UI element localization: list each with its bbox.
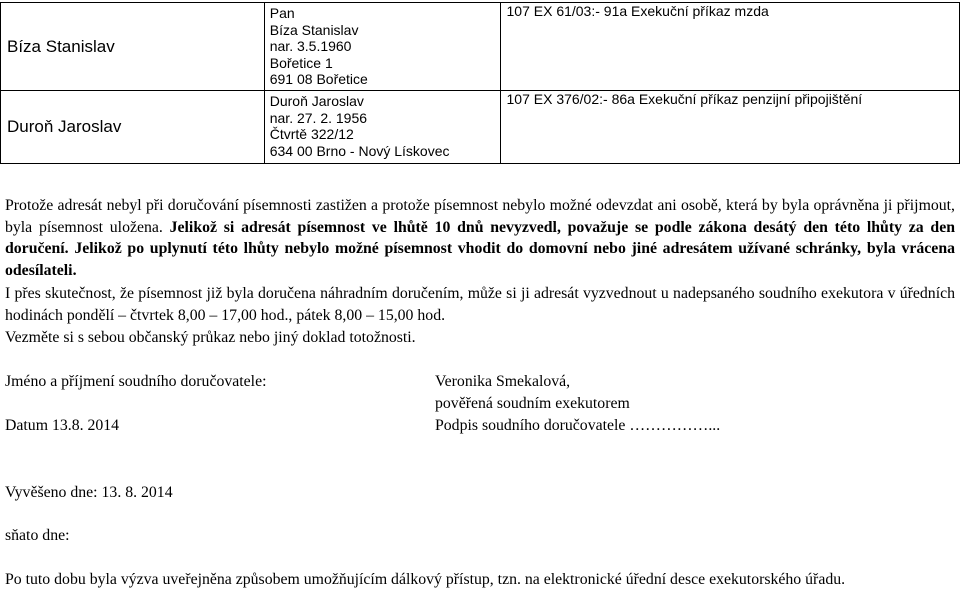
address-line: Pan [269,5,295,21]
footer-note: Po tuto dobu byla výzva uveřejněna způsobem umožňujícím dálkový přístup, tzn. na elektronické úřední desce exekutorského úřadu. [5,571,846,588]
courier-role: pověřená soudním exekutorem [435,395,630,412]
signature-label: Podpis soudního doručovatele ……………... [435,417,721,434]
courier-name: Veronika Smekalová, [435,373,571,390]
date-label: Datum 13.8. 2014 [5,417,120,434]
removed-date: sňato dne: [5,527,70,544]
courier-label: Jméno a příjmení soudního doručovatele: [5,373,267,390]
address-line: Bořetice 1 [269,54,333,71]
notice-sentence: Protože adresát nebyl při doručování písemnosti zastižen a protože písemnost nebylo možné odevzdat ani osobě, která by byla oprávněna ji přijmout, byla písemnost uložena. [5,197,955,236]
case-reference: 107 EX 376/02:- 86a Exekuční příkaz penzijní připojištění [500,91,960,164]
recipients-table [0,2,960,164]
address-line: 691 08 Bořetice [269,71,368,87]
pickup-notice [5,283,955,326]
address-line: Duroň Jaroslav [269,93,364,109]
notice-sentence-bold: Jelikož si adresát písemnost ve lhůtě 10 dnů nevyzvedl, považuje se podle zákona desátý den této lhůty za den doručení. [5,218,955,258]
address-line: Bíza Stanislav [269,21,359,38]
address-line: 634 00 Brno - Nový Lískovec [269,142,450,159]
delivery-notice [5,195,955,281]
notice-sentence-bold: Jelikož po uplynutí této lhůty nebylo možné písemnost vhodit do domovní nebo jiné adresátem užívané schránky, byla vrácena odesílateli. [5,240,956,279]
recipient-name: Bíza Stanislav [1,3,265,91]
recipient-row [1,3,960,91]
case-reference: 107 EX 61/03:- 91a Exekuční příkaz mzda [500,3,960,91]
recipient-row [1,91,960,164]
address-line: Čtvrtě 322/12 [269,126,354,142]
recipient-address [264,3,500,91]
address-line: nar. 3.5.1960 [269,38,352,54]
posted-date: Vyvěšeno dne: 13. 8. 2014 [5,484,173,501]
recipient-name: Duroň Jaroslav [1,91,265,164]
address-line: nar. 27. 2. 1956 [269,109,368,126]
recipient-address [264,91,500,164]
id-requirement: Vezměte si s sebou občanský průkaz nebo jiný doklad totožnosti. [5,329,416,346]
notice-sentence: I přes skutečnost, že písemnost již byla doručena náhradním doručením, může si ji adresát vyzvednout u nadepsaného soudního exekutora v úředních hodinách pondělí – čtvrtek 8,00 – 17,00 hod., pátek 8,00 – 15,00 hod. [5,285,955,324]
